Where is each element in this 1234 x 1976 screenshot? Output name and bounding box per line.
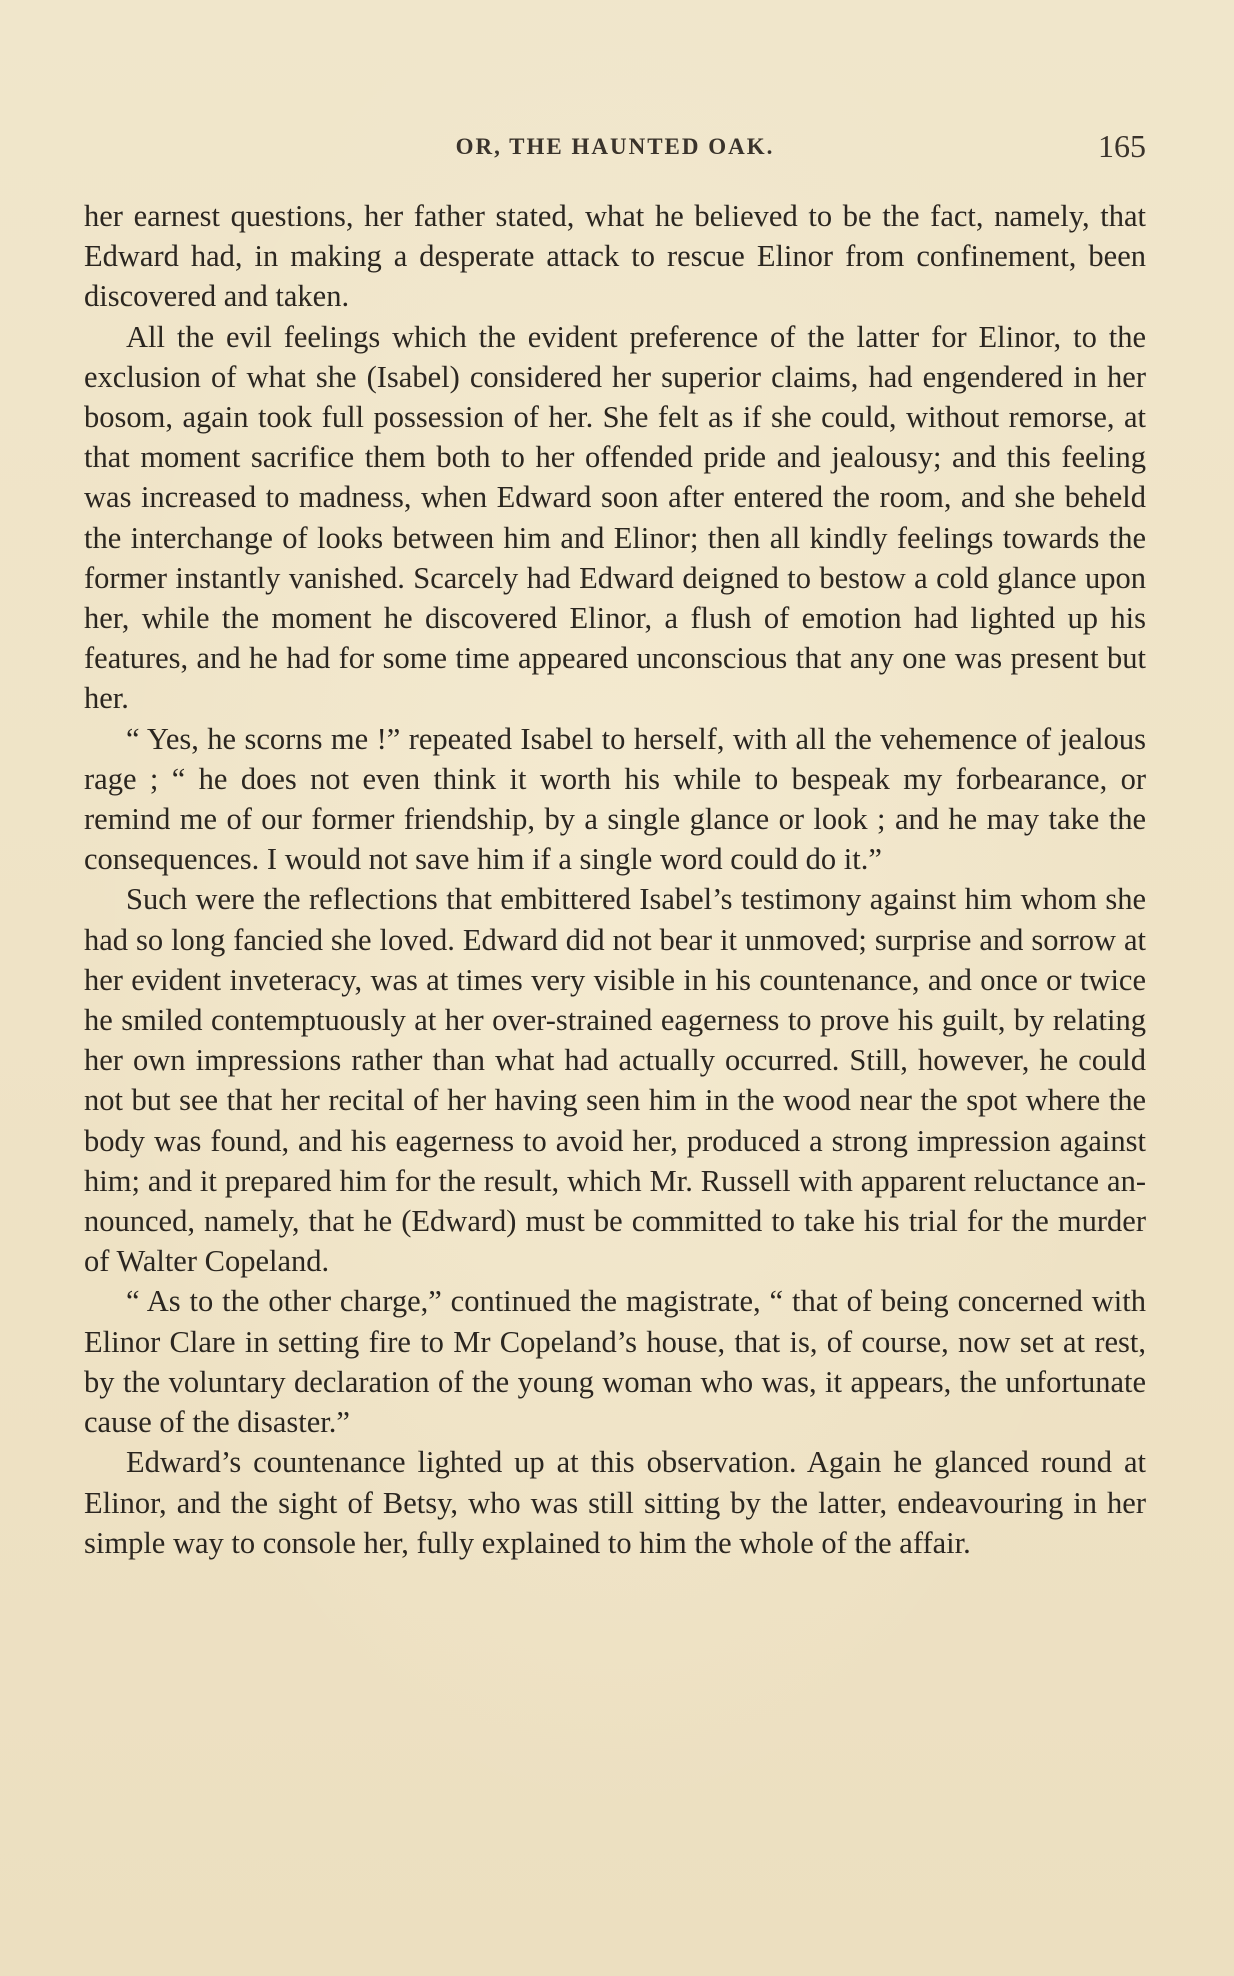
page-number: 165 (1098, 128, 1146, 164)
paragraph: All the evil feelings which the evident preference of the latter for Elinor, to the exclusion of what she (Isabel) considered her superior claims, had engendered in her bosom, again took full possession of her. She felt as if she could, without remorse, at that moment sacrifice them both to her offended pride and jealousy; and this feeling was increased to madness, when Edward soon after entered the room, and she beheld the interchange of looks between him and Elinor; then all kindly feelings towards the former instantly vanished. Scarcely had Edward deigned to bestow a cold glance upon her, while the moment he discovered Elinor, a flush of emotion had lighted up his features, and he had for some time appeared unconscious that any one was present but her. (84, 319, 1146, 716)
paragraph: “ As to the other charge,” continued the magistrate, “ that of being concerned with Elinor Clare in setting fire to Mr Copeland’s house, that is, of course, now set at rest, by the voluntary declaration of the young woman who was, it appears, the unfortunate cause of the disaster.” (84, 1284, 1146, 1440)
paragraph: “ Yes, he scorns me !” repeated Isabel to herself, with all the vehemence of jealous rage ; “ he does not even think it worth his while to bespeak my forbearance, or remind me of our former friendship, by a single glance or look ; and he may take the consequences. I would not save him if a single word could do it.” (84, 721, 1146, 877)
paragraph: her earnest questions, her father stated, what he believed to be the fact, namely, that Edward had, in making a desperate attack to rescue Elinor from confinement, been discovered and taken. (84, 199, 1146, 314)
paragraph: Edward’s countenance lighted up at this observation. Again he glanced round at Elinor, and the sight of Betsy, who was still sitting by the latter, endeavouring in her simple way to console her, fully explained to him the whole of the affair. (84, 1445, 1146, 1560)
body-text (84, 196, 1146, 1563)
running-title: OR, THE HAUNTED OAK. (455, 134, 775, 159)
running-head (84, 128, 1146, 168)
paragraph: Such were the reflections that embittered Isabel’s testimony against him whom she had so long fancied she loved. Edward did not bear it unmoved; surprise and sorrow at her evident inveteracy, was at times very visible in his countenance, and once or twice he smiled contemptuously at her over-strained eagerness to prove his guilt, by relating her own impressions rather than what had actually occurred. Still, however, he could not but see that her recital of her having seen him in the wood near the spot where the body was found, and his eagerness to avoid her, produced a strong impression against him; and it prepared him for the result, which Mr. Russell with apparent reluctance announced, namely, that he (Edward) must be committed to take his trial for the murder of Walter Copeland. (84, 882, 1146, 1279)
